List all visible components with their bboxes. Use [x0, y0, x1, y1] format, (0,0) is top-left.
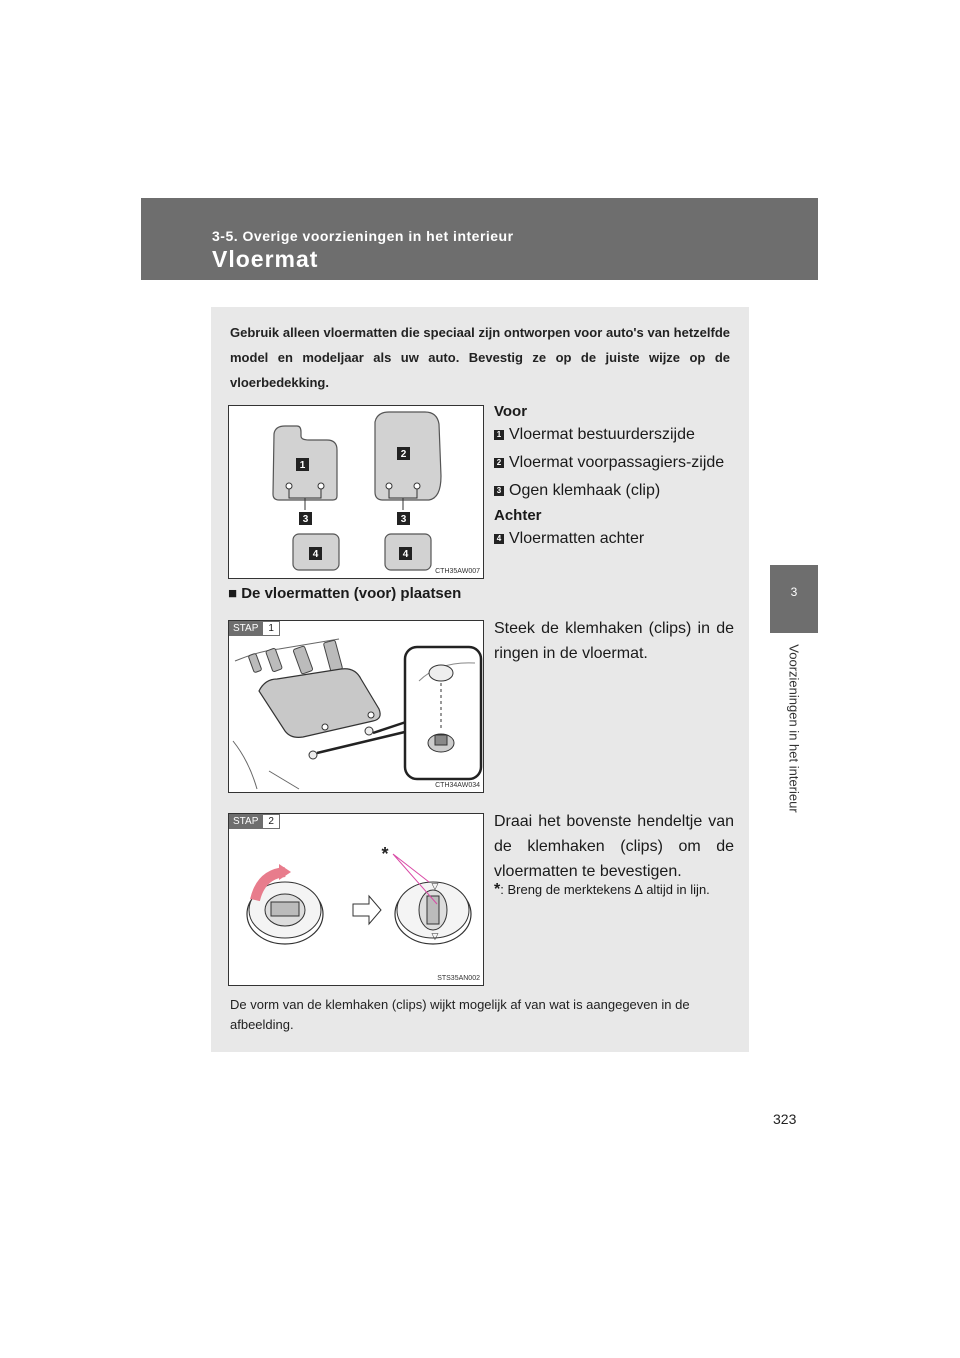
step-number: 1 [262, 621, 280, 636]
svg-text:1: 1 [299, 460, 306, 471]
align-mark-bottom: ▽ [431, 931, 439, 941]
callout-4a [309, 547, 322, 560]
legend-rear-heading: Achter [494, 507, 542, 524]
step1-badge [229, 621, 280, 636]
legend-text: Vloermatten achter [509, 530, 645, 547]
floor-mat-layout-figure [228, 405, 484, 579]
align-mark-top: ▽ [431, 881, 439, 891]
legend-front-heading: Voor [494, 403, 528, 420]
footnote [494, 880, 734, 900]
section-label: 3-5. Overige voorzieningen in het interieur [212, 228, 514, 244]
figure-code: CTH35AW007 [435, 568, 480, 575]
legend-item [494, 478, 734, 503]
chapter-number: 3 [790, 585, 798, 599]
install-section-heading: ■ De vloermatten (voor) plaatsen [228, 585, 462, 602]
page-title: Vloermat [212, 246, 319, 272]
callout-1 [296, 458, 309, 471]
step1-text: Steek de klemhaken (clips) in de ringen in de vloermat. [494, 620, 734, 662]
chapter-label: Voorzieningen in het interieur [786, 644, 802, 813]
callout-3a [299, 512, 312, 525]
figure-code: STS35AN002 [437, 975, 480, 982]
legend [494, 403, 734, 551]
legend-number: 2 [494, 458, 504, 468]
callout-3b [397, 512, 410, 525]
callout-2 [397, 447, 410, 460]
step2-figure [228, 813, 484, 986]
step-label: STAP [229, 621, 262, 636]
bottom-note: De vorm van de klemhaken (clips) wijkt mogelijk af van wat is aangegeven in de afbeelding. [230, 997, 690, 1032]
footnote-text: : Breng de merktekens ∆ altijd in lijn. [500, 882, 710, 897]
legend-text: Ogen klemhaak (clip) [509, 482, 661, 499]
legend-text: Vloermat bestuurderszijde [509, 426, 695, 443]
intro-text: Gebruik alleen vloermatten die speciaal zijn ontworpen voor auto's van hetzelfde model en modeljaar als uw auto. Bevestig ze op de juiste wijze op de vloerbedekking. [230, 325, 730, 390]
figure-code: CTH34AW034 [435, 782, 480, 789]
svg-text:3: 3 [302, 514, 309, 525]
step-number: 2 [262, 814, 280, 829]
legend-number: 3 [494, 486, 504, 496]
legend-text: Vloermat voorpassagiers-zijde [509, 454, 725, 471]
footnote-marker: * [494, 881, 501, 898]
legend-item [494, 422, 734, 447]
legend-item [494, 526, 734, 551]
svg-text:4: 4 [312, 549, 319, 560]
content-panel [211, 307, 749, 1052]
step1-figure [228, 620, 484, 793]
clip-insert-diagram [229, 621, 483, 792]
svg-text:4: 4 [402, 549, 409, 560]
floor-mat-diagram [229, 406, 483, 578]
legend-item [494, 450, 734, 475]
step2-text: Draai het bovenste hendeltje van de klemhaken (clips) om de vloermatten te bevestigen. [494, 813, 734, 880]
legend-number: 1 [494, 430, 504, 440]
svg-text:3: 3 [400, 514, 407, 525]
legend-number: 4 [494, 534, 504, 544]
page-number: 323 [773, 1111, 797, 1127]
asterisk-marker: * [381, 844, 389, 864]
svg-text:2: 2 [400, 449, 407, 460]
header-bar [141, 198, 818, 280]
clip-rotate-diagram [229, 814, 483, 985]
chapter-tab[interactable] [770, 565, 818, 633]
callout-4b [399, 547, 412, 560]
step-label: STAP [229, 814, 262, 829]
step2-badge [229, 814, 280, 829]
